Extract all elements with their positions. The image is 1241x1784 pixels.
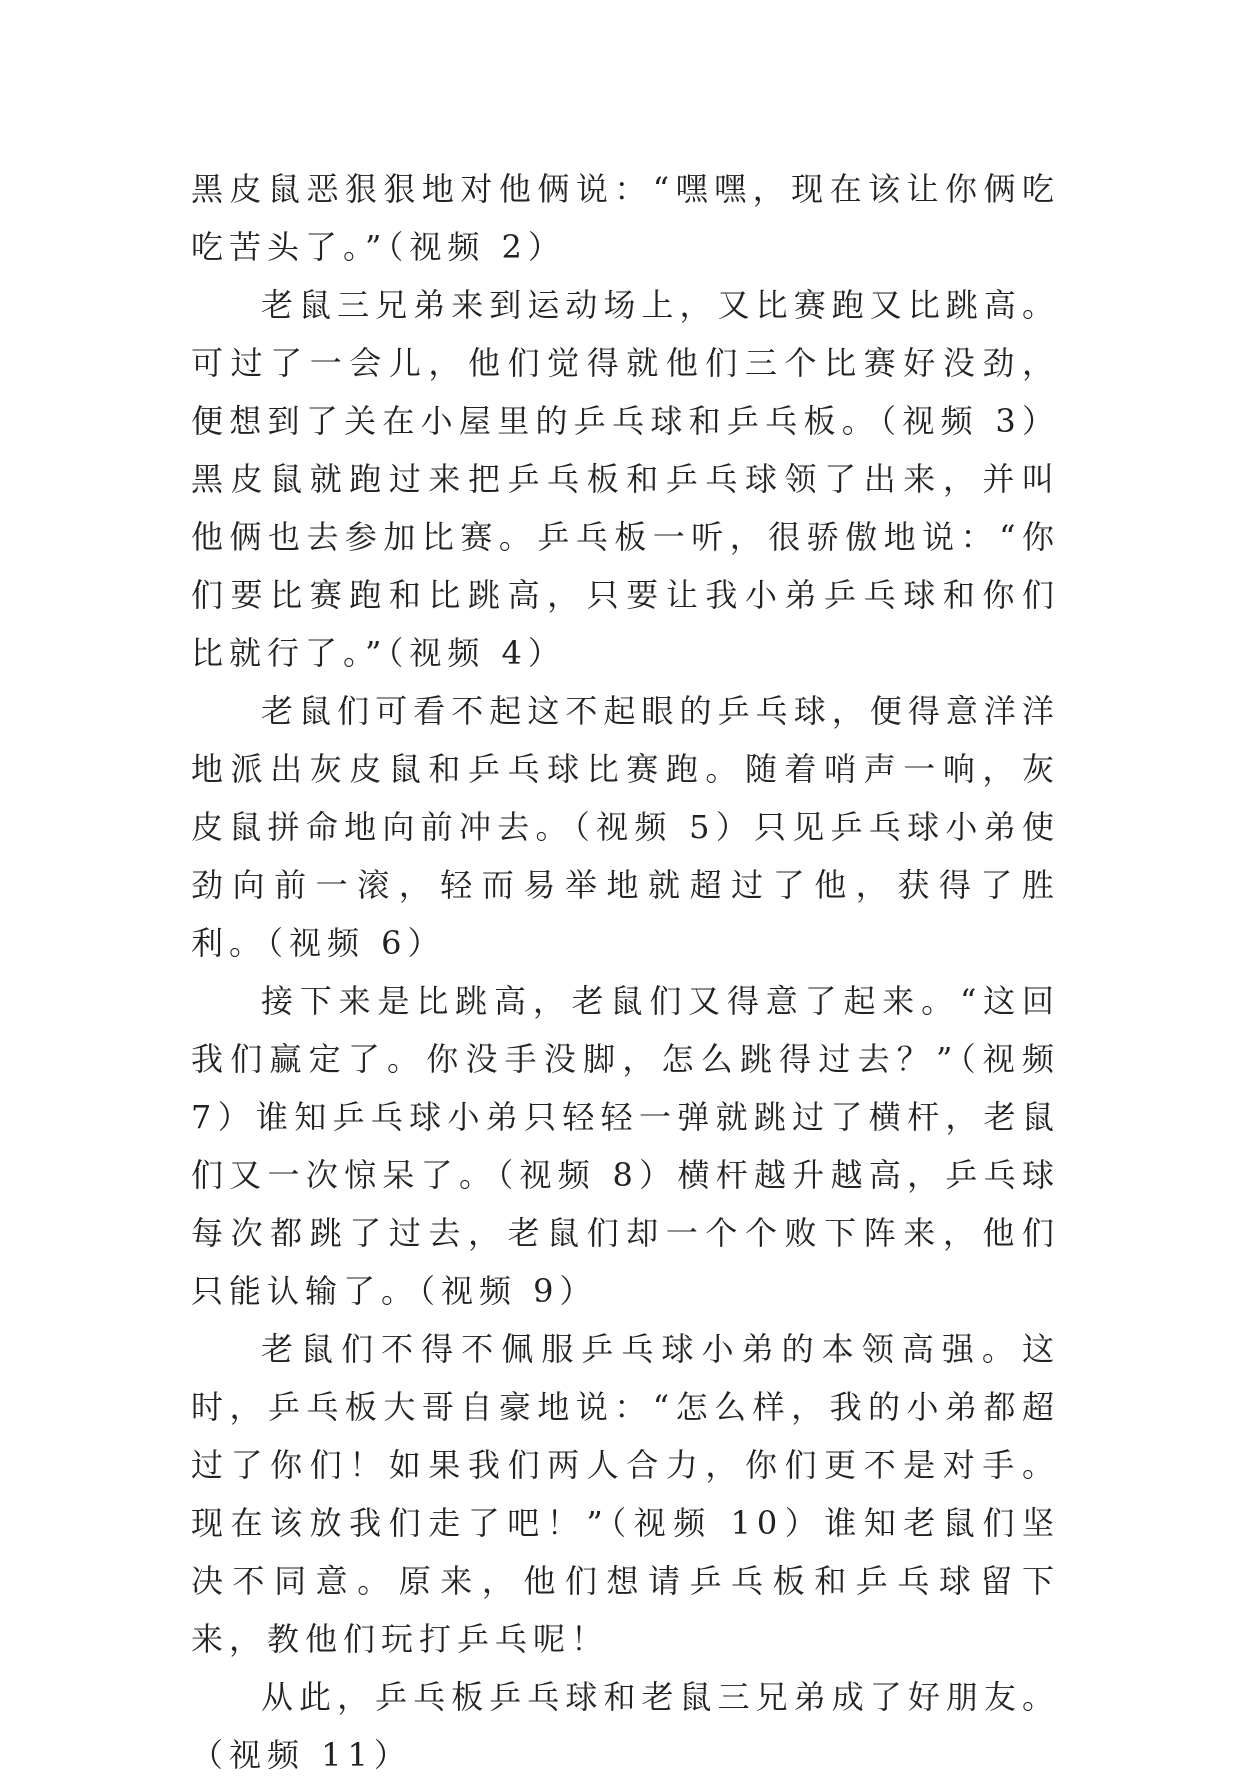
story-text [191,160,1060,1784]
paragraph-5: 老鼠们不得不佩服乒乓球小弟的本领高强。这时，乒乓板大哥自豪地说：“怎么样，我的小弟都超过了你们！如果我们两人合力，你们更不是对手。现在该放我们走了吧！”（视频 10）谁知老鼠们坚决不同意。原来，他们想请乒乓板和乒乓球留下来，教他们玩打乒乓呢！ [191,1330,1060,1658]
paragraph-1: 黑皮鼠恶狠狠地对他俩说：“嘿嘿，现在该让你俩吃吃苦头了。”（视频 2） [191,170,1060,266]
paragraph-3: 老鼠们可看不起这不起眼的乒乓球，便得意洋洋地派出灰皮鼠和乒乓球比赛跑。随着哨声一响，灰皮鼠拼命地向前冲去。（视频 5）只见乒乓球小弟使劲向前一滚，轻而易举地就超过了他，获得了胜利。（视频 6） [191,692,1060,962]
paragraph-6: 从此，乒乓板乒乓球和老鼠三兄弟成了好朋友。（视频 11） [191,1678,1060,1774]
paragraph-4: 接下来是比跳高，老鼠们又得意了起来。“这回我们赢定了。你没手没脚，怎么跳得过去？”（视频 7）谁知乒乓球小弟只轻轻一弹就跳过了横杆，老鼠们又一次惊呆了。（视频 8）横杆越升越高，乒乓球每次都跳了过去，老鼠们却一个个败下阵来，他们只能认输了。（视频 9） [191,982,1060,1310]
paragraph-2: 老鼠三兄弟来到运动场上，又比赛跑又比跳高。可过了一会儿，他们觉得就他们三个比赛好没劲，便想到了关在小屋里的乒乓球和乒乓板。（视频 3）黑皮鼠就跑过来把乒乓板和乒乓球领了出来，并叫他俩也去参加比赛。乒乓板一听，很骄傲地说：“你们要比赛跑和比跳高，只要让我小弟乒乓球和你们比就行了。”（视频 4） [191,286,1060,672]
